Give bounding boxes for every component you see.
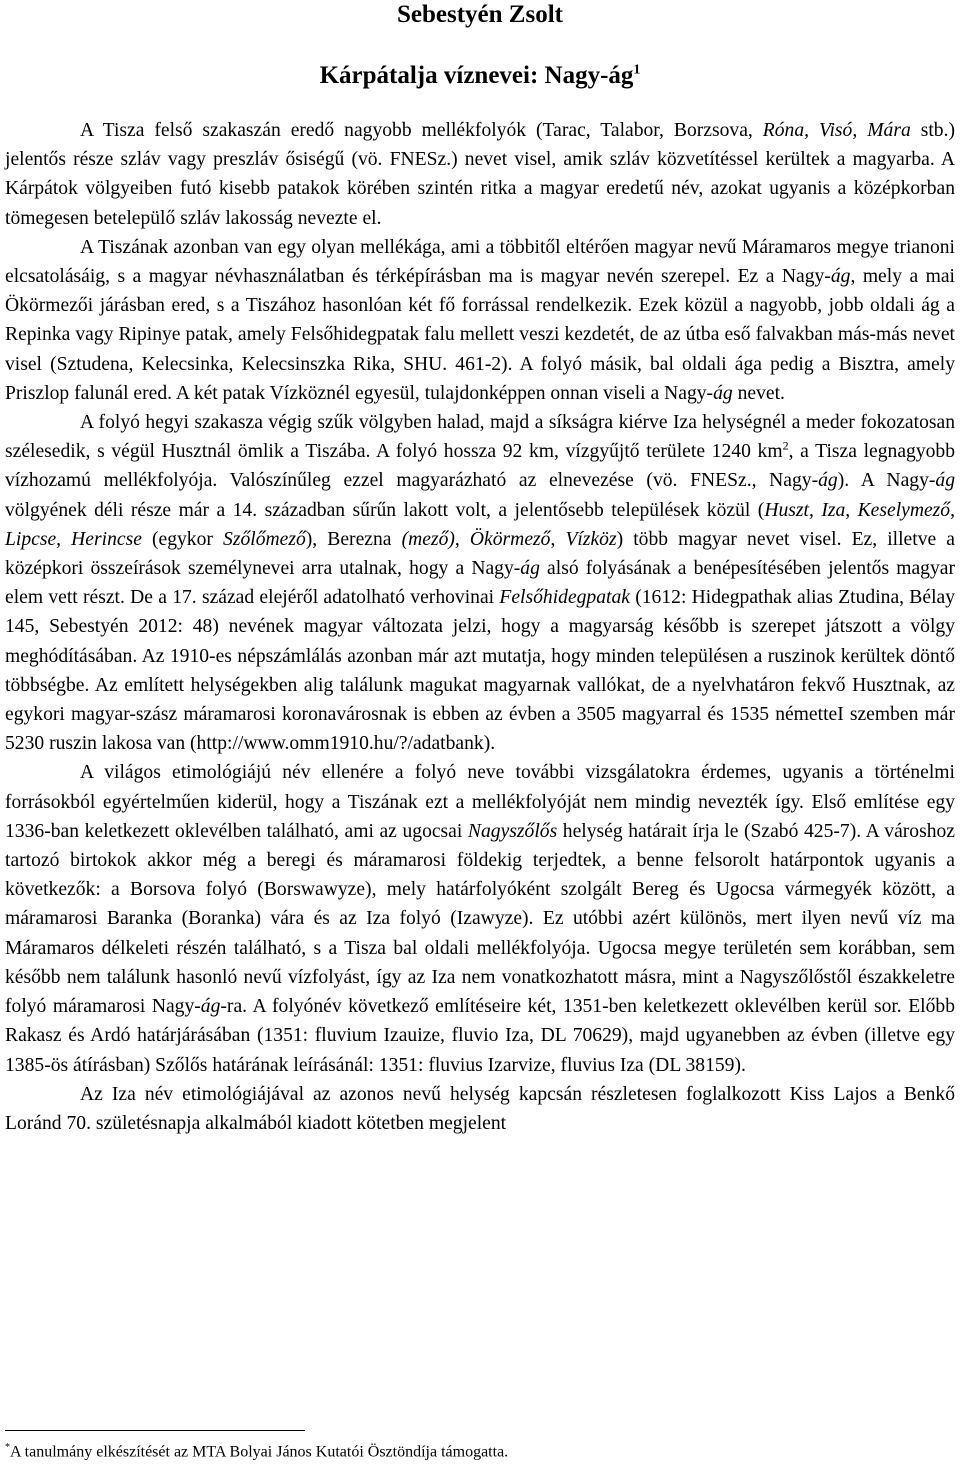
footnote (5, 1438, 508, 1462)
footnote-divider (5, 1430, 305, 1431)
paragraph: A világos etimológiájú név ellenére a folyó neve további vizsgálatokra érdemes, ugyanis a történelmi forrásokból egyértelműen kiderül, hogy a Tiszának ezt a mellékfolyóját nem mindig nevezték így. Első említése egy 1336-ban keletkezett oklevélben található, ami az ugocsai Nagyszőlős helység határait írja le (Szabó 425-7). A városhoz tartozó birtokok akkor még a beregi és máramarosi földekig terjedtek, a benne felsorolt határpontok ugyanis a következők: a Borsova folyó (Borswawyze), mely határfolyóként szolgált Bereg és Ugocsa vármegyék között, a máramarosi Baranka (Boranka) vára és az Iza folyó (Izawyze). Ez utóbbi azért különös, mert ilyen nevű víz ma Máramaros délkeleti részén található, s a Tisza bal oldali mellékfolyója. Ugocsa megye területén sem korábban, sem később nem találunk hasonló nevű vízfolyást, így az Iza nem vonatkozhatott másra, mint a Nagyszőlőstől északkeletre folyó máramarosi Nagy-ág-ra. A folyónév következő említéseire két, 1351-ben keletkezett oklevélben kerül sor. Előbb Rakasz és Ardó határjárásában (1351: fluvium Izauize, fluvio Iza, DL 70629), majd ugyanebben az évben (illetve egy 1385-ös átírásban) Szőlős határának leírásánál: 1351: fluvius Izarvize, fluvius Iza (DL 38159). (5, 762, 956, 1076)
article-body (5, 116, 955, 1138)
paragraph: A folyó hegyi szakasza végig szűk völgyben halad, majd a síkságra kiérve Iza helységnél a meder fokozatosan szélesedik, s végül Husztnál ömlik a Tiszába. A folyó hossza 92 km, vízgyűjtő területe 1240 $km^2$, a Tisza legnagyobb vízhozamú mellékfolyója. Valószínűleg ezzel magyarázható az elnevezése (vö. FNESz., Nagy-ág). A Nagy-ág völgyének déli része már a 14. században sűrűn lakott volt, a jelentősebb települések közül (Huszt, Iza, Keselymező, Lipcse, Herincse (egykor Szőlőmező), Berezna (mező), Ökörmező, Vízköz) több magyar nevet visel. Ez, illetve a középkori összeírások személynevei arra utalnak, hogy a Nagy-ág alsó folyásának a benépesítésében jelentős magyar elem vett részt. De a 17. század elejéről adatolható verhovinai Felsőhidegpatak (1612: Hidegpathak alias Ztudina, Bélay 145, Sebestyén 2012: 48) nevének magyar változata jelzi, hogy a magyarság később is szerepet játszott a völgy meghódításában. Az 1910-es népszámlálás azonban már azt mutatja, hogy minden településen a ruszinok kerültek döntő többségbe. Az említett helységekben alig találunk magukat magyarnak vallókat, de a nyelvhatáron fekvő Husztnak, az egykori magyar-szász máramarosi koronavárosnak is ebben az évben a 3505 magyarral és 1535 németteI szemben már 5230 ruszin lakosa van (http://www.omm1910.hu/?/adatbank). (5, 412, 956, 755)
footnote-mark: * (5, 1442, 10, 1453)
article-title-text: Kárpátalja víznevei: Nagy-ág (319, 62, 634, 89)
article-title (5, 60, 955, 92)
paragraph: Az Iza név etimológiájával az azonos nevű helység kapcsán részletesen foglalkozott Kiss Lajos a Benkő Loránd 70. születésnapja alkalmából kiadott kötetben megjelent (5, 1083, 955, 1134)
author-name: Sebestyén Zsolt (397, 1, 563, 28)
paragraph: A Tiszának azonban van egy olyan mellékága, ami a többitől eltérően magyar nevű Máramaros megye trianoni elcsatolásáig, s a magyar névhasználatban és térképírásban ma is magyar nevén szerepel. Ez a Nagy-ág, mely a mai Ökörmezői járásban ered, s a Tiszához hasonlóan két fő forrással rendelkezik. Ezek közül a nagyobb, jobb oldali ág a Repinka vagy Ripinye patak, amely Felsőhidegpatak falu mellett veszi kezdetét, de az útba eső falvakban más-más nevet visel (Sztudena, Kelecsinka, Kelecsinszka Rika, SHU. 461-2). A folyó másik, bal oldali ága pedig a Bisztra, amely Priszlop falunál ered. A két patak Vízköznél egyesül, tulajdonképpen onnan viseli a Nagy-ág nevet. (5, 236, 955, 404)
title-note-mark: 1 (633, 62, 641, 78)
paragraph: A Tisza felső szakaszán eredő nagyobb mellékfolyók (Tarac, Talabor, Borzsova, Róna, Visó, Mára stb.) jelentős része szláv vagy preszláv ősiségű (vö. FNESz.) nevet visel, amik szláv közvetítéssel kerültek a magyarba. A Kárpátok völgyeiben futó kisebb patakok körében szintén ritka a magyar eredetű név, azokat ugyanis a középkorban tömegesen betelepülő szláv lakosság nevezte el. (5, 120, 956, 229)
footnote-text: A tanulmány elkészítését az MTA Bolyai János Kutatói Ösztöndíja támogatta. (10, 1443, 509, 1461)
